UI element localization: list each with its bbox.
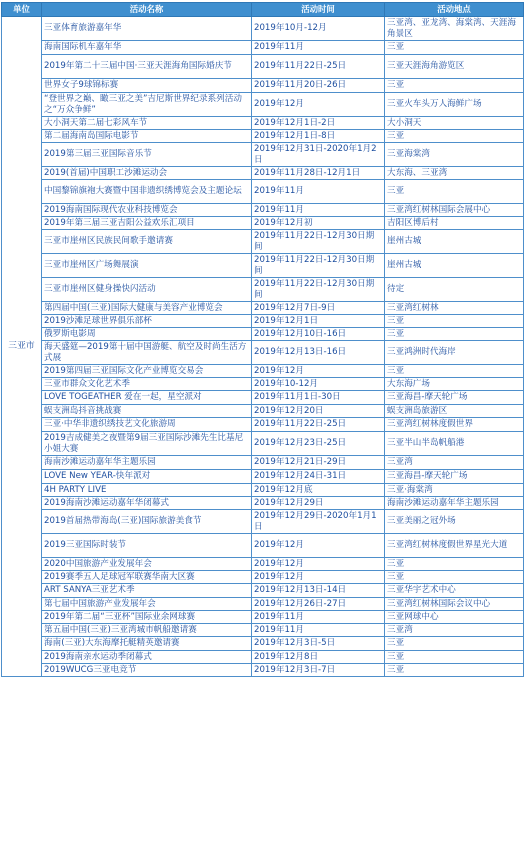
event-place-cell: 三亚 [385, 79, 524, 93]
event-place-cell: 三亚湾红树林国际会议中心 [385, 598, 524, 611]
table-row [2, 365, 524, 378]
event-name-cell: 2019海南国际现代农业科技博览会 [42, 204, 252, 217]
table-row [2, 637, 524, 651]
event-place-cell: 三亚 [385, 315, 524, 328]
event-name-cell: 2019赛季五人足球冠军联赛华南大区赛 [42, 571, 252, 584]
table-row [2, 217, 524, 230]
event-name-cell: LOVE TOGEATHER 爱在一起，星空派对 [42, 391, 252, 405]
event-name-cell: 2019第三届三亚国际音乐节 [42, 143, 252, 167]
table-row [2, 624, 524, 637]
table-row [2, 651, 524, 664]
event-time-cell: 2019年11月 [252, 611, 385, 624]
event-time-cell: 2019年11月 [252, 624, 385, 637]
event-time-cell: 2019年12月7日-9日 [252, 302, 385, 315]
event-time-cell: 2019年12月初 [252, 217, 385, 230]
event-name-cell: 第五届中国(三亚)三亚湾城市帆船邀请赛 [42, 624, 252, 637]
event-place-cell: 三亚湾、亚龙湾、海棠湾、天涯海角景区 [385, 17, 524, 41]
event-time-cell: 2019年11月22日-12月30日期间 [252, 254, 385, 278]
event-place-cell: 三亚 [385, 637, 524, 651]
event-name-cell: 中国黎锦旗袍大赛暨中国非遗织绣博览会及主题论坛 [42, 180, 252, 204]
event-place-cell: 蜈支洲岛旅游区 [385, 405, 524, 418]
table-row [2, 17, 524, 41]
header-event-time: 活动时间 [252, 3, 385, 17]
event-name-cell: 2019(首届)中国职工沙滩运动会 [42, 167, 252, 180]
event-place-cell: 大小洞天 [385, 117, 524, 130]
event-time-cell: 2019年12月29日 [252, 497, 385, 510]
event-time-cell: 2019年11月22日-25日 [252, 418, 385, 432]
event-place-cell: 三亚海昌-摩天轮广场 [385, 391, 524, 405]
event-time-cell: 2019年12月 [252, 571, 385, 584]
table-row [2, 432, 524, 456]
event-time-cell: 2019年11月 [252, 41, 385, 55]
event-place-cell: 三亚湾红树林度假世界 [385, 418, 524, 432]
event-place-cell: 三亚半山半岛帆船港 [385, 432, 524, 456]
table-row [2, 180, 524, 204]
event-time-cell: 2019年11月 [252, 180, 385, 204]
event-name-cell: 海南沙滩运动嘉年华主题乐园 [42, 456, 252, 470]
table-row [2, 611, 524, 624]
event-time-cell: 2019年11月28日-12月1日 [252, 167, 385, 180]
event-name-cell: 海南(三亚)大东海摩托艇精英邀请赛 [42, 637, 252, 651]
event-place-cell: 大东海、三亚湾 [385, 167, 524, 180]
event-time-cell: 2019年12月1日-8日 [252, 130, 385, 143]
event-time-cell: 2019年11月22日-25日 [252, 55, 385, 79]
event-place-cell: 海南沙滩运动嘉年华主题乐园 [385, 497, 524, 510]
table-row [2, 405, 524, 418]
event-place-cell: 待定 [385, 278, 524, 302]
event-time-cell: 2019年12月 [252, 558, 385, 571]
event-place-cell: 崖州古城 [385, 230, 524, 254]
event-place-cell: 三亚湾 [385, 624, 524, 637]
event-time-cell: 2019年12月20日 [252, 405, 385, 418]
table-row [2, 571, 524, 584]
table-row [2, 456, 524, 470]
event-place-cell: 三亚 [385, 41, 524, 55]
event-name-cell: 海南国际机车嘉年华 [42, 41, 252, 55]
event-name-cell: 2019第四届三亚国际文化产业博览交易会 [42, 365, 252, 378]
table-row [2, 167, 524, 180]
event-name-cell: 三亚市崖州区广场舞展演 [42, 254, 252, 278]
event-name-cell: 2019首届热带海岛(三亚)国际旅游美食节 [42, 510, 252, 534]
event-place-cell: 三亚火车头万人海鲜广场 [385, 93, 524, 117]
event-time-cell: 2019年11月22日-12月30日期间 [252, 278, 385, 302]
unit-cell: 三亚市 [2, 17, 42, 677]
table-row [2, 497, 524, 510]
event-time-cell: 2019年12月1日 [252, 315, 385, 328]
event-name-cell: “登世界之巅、瞰三亚之美”吉尼斯世界纪录系列活动之“万众争鲜” [42, 93, 252, 117]
header-unit: 单位 [2, 3, 42, 17]
event-name-cell: 海天盛筵—2019第十届中国游艇、航空及时尚生活方式展 [42, 341, 252, 365]
event-name-cell: 第四届中国(三亚)国际大健康与美容产业博览会 [42, 302, 252, 315]
event-time-cell: 2019年12月8日 [252, 651, 385, 664]
event-place-cell: 三亚 [385, 664, 524, 677]
event-place-cell: 三亚网球中心 [385, 611, 524, 624]
event-name-cell: 2019吉成健美之夜暨第9届三亚国际沙滩先生比基尼小姐大赛 [42, 432, 252, 456]
event-place-cell: 三亚湾红树林度假世界星光大道 [385, 534, 524, 558]
event-time-cell: 2019年11月22日-12月30日期间 [252, 230, 385, 254]
event-name-cell: LOVE New YEAR-快年派对 [42, 470, 252, 484]
table-row [2, 204, 524, 217]
event-place-cell: 三亚 [385, 328, 524, 341]
table-row [2, 55, 524, 79]
event-name-cell: 2019年第三届三亚吉阳公益欢乐汇项目 [42, 217, 252, 230]
table-row [2, 41, 524, 55]
event-name-cell: 2020中国旅游产业发展年会 [42, 558, 252, 571]
table-row [2, 117, 524, 130]
event-time-cell: 2019年12月 [252, 534, 385, 558]
event-place-cell: 三亚天涯海角游览区 [385, 55, 524, 79]
event-name-cell: 蜈支洲岛抖音挑战赛 [42, 405, 252, 418]
event-time-cell: 2019年12月23日-25日 [252, 432, 385, 456]
table-row [2, 664, 524, 677]
event-place-cell: 三亚鸿洲时代海岸 [385, 341, 524, 365]
table-row [2, 143, 524, 167]
event-place-cell: 崖州古城 [385, 254, 524, 278]
header-row [2, 3, 524, 17]
event-time-cell: 2019年10月-12月 [252, 17, 385, 41]
event-name-cell: 2019年第二届“三亚杯”国际业余网球赛 [42, 611, 252, 624]
event-place-cell: 三亚 [385, 365, 524, 378]
event-time-cell: 2019年12月3日-7日 [252, 664, 385, 677]
table-row [2, 391, 524, 405]
event-time-cell: 2019年10-12月 [252, 378, 385, 391]
event-place-cell: 三亚海棠湾 [385, 143, 524, 167]
table-row [2, 470, 524, 484]
event-time-cell: 2019年12月 [252, 365, 385, 378]
event-place-cell: 三亚湾红树林国际会展中心 [385, 204, 524, 217]
event-name-cell: 第二届海南岛国际电影节 [42, 130, 252, 143]
event-time-cell: 2019年12月13日-16日 [252, 341, 385, 365]
table-row [2, 378, 524, 391]
event-place-cell: 三亚 [385, 130, 524, 143]
header-event-name: 活动名称 [42, 3, 252, 17]
table-row [2, 79, 524, 93]
event-place-cell: 三亚 [385, 558, 524, 571]
event-place-cell: 三亚 [385, 651, 524, 664]
table-row [2, 130, 524, 143]
table-row [2, 584, 524, 598]
event-name-cell: 2019WUCG三亚电竞节 [42, 664, 252, 677]
event-name-cell: 三亚市崖州区健身操快闪活动 [42, 278, 252, 302]
table-row [2, 534, 524, 558]
table-row [2, 341, 524, 365]
event-name-cell: 三亚市崖州区民族民间歌手邀请赛 [42, 230, 252, 254]
event-name-cell: ART SANYA三亚艺术季 [42, 584, 252, 598]
event-name-cell: 第七届中国旅游产业发展年会 [42, 598, 252, 611]
event-name-cell: 2019沙滩足球世界俱乐部杯 [42, 315, 252, 328]
event-time-cell: 2019年12月10日-16日 [252, 328, 385, 341]
table-row [2, 558, 524, 571]
event-time-cell: 2019年12月 [252, 93, 385, 117]
event-place-cell: 三亚湾红树林 [385, 302, 524, 315]
event-time-cell: 2019年12月13日-14日 [252, 584, 385, 598]
table-row [2, 328, 524, 341]
events-table-container [1, 2, 523, 677]
event-place-cell: 三亚湾 [385, 456, 524, 470]
event-place-cell: 三亚 [385, 571, 524, 584]
event-place-cell: 大东海广场 [385, 378, 524, 391]
event-name-cell: 2019海南沙滩运动嘉年华闭幕式 [42, 497, 252, 510]
event-time-cell: 2019年12月1日-2日 [252, 117, 385, 130]
event-name-cell: 大小洞天第二届七彩风车节 [42, 117, 252, 130]
table-row [2, 315, 524, 328]
event-place-cell: 三亚·海棠湾 [385, 484, 524, 497]
event-place-cell: 三亚华宇艺术中心 [385, 584, 524, 598]
table-row [2, 510, 524, 534]
event-time-cell: 2019年11月1日-30日 [252, 391, 385, 405]
event-time-cell: 2019年12月24日-31日 [252, 470, 385, 484]
event-name-cell: 2019海南亲水运动季闭幕式 [42, 651, 252, 664]
event-time-cell: 2019年11月20日-26日 [252, 79, 385, 93]
table-body [2, 17, 524, 677]
event-time-cell: 2019年12月3日-5日 [252, 637, 385, 651]
event-place-cell: 三亚美丽之冠外场 [385, 510, 524, 534]
event-place-cell: 三亚 [385, 180, 524, 204]
event-name-cell: 三亚·中华非遗织绣技艺文化旅游周 [42, 418, 252, 432]
events-table [1, 2, 524, 677]
header-event-place: 活动地点 [385, 3, 524, 17]
table-row [2, 278, 524, 302]
event-time-cell: 2019年12月21日-29日 [252, 456, 385, 470]
event-place-cell: 三亚海昌-摩天轮广场 [385, 470, 524, 484]
event-place-cell: 吉阳区博后村 [385, 217, 524, 230]
table-row [2, 418, 524, 432]
event-name-cell: 2019年第二十三届中国·三亚天涯海角国际婚庆节 [42, 55, 252, 79]
event-time-cell: 2019年12月31日-2020年1月2日 [252, 143, 385, 167]
table-header [2, 3, 524, 17]
event-time-cell: 2019年11月 [252, 204, 385, 217]
event-time-cell: 2019年12月底 [252, 484, 385, 497]
table-row [2, 484, 524, 497]
event-time-cell: 2019年12月26日-27日 [252, 598, 385, 611]
table-row [2, 302, 524, 315]
event-name-cell: 4H PARTY LIVE [42, 484, 252, 497]
event-name-cell: 三亚市群众文化艺术季 [42, 378, 252, 391]
event-name-cell: 三亚体育旅游嘉年华 [42, 17, 252, 41]
table-row [2, 93, 524, 117]
table-row [2, 598, 524, 611]
event-name-cell: 世界女子9球锦标赛 [42, 79, 252, 93]
event-time-cell: 2019年12月29日-2020年1月1日 [252, 510, 385, 534]
table-row [2, 254, 524, 278]
event-name-cell: 俄罗斯电影周 [42, 328, 252, 341]
table-row [2, 230, 524, 254]
event-name-cell: 2019三亚国际时装节 [42, 534, 252, 558]
